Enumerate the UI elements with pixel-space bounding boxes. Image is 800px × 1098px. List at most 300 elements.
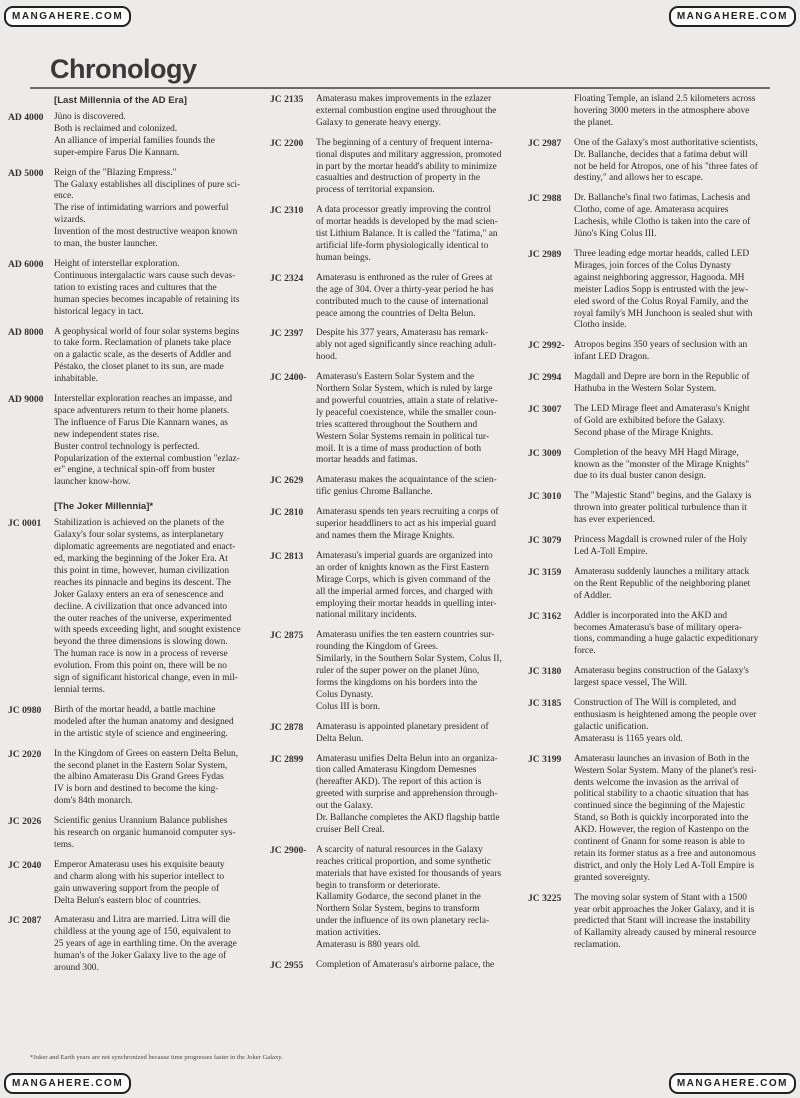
entry-line: In the Kingdom of Grees on eastern Delta Belun,	[54, 748, 239, 759]
chronology-entry	[8, 394, 270, 489]
entry-line: destiny," and allows her to escape.	[574, 173, 703, 184]
entry-line: district, and only the Holy Led A-Toll Empire is	[574, 860, 755, 871]
entry-line: tific genius Chrome Ballanche.	[316, 487, 433, 498]
entry-line: launcher know-how.	[54, 477, 131, 488]
chronology-entry	[528, 404, 794, 440]
entry-line: AKD. However, the region of Kastenpo on the	[574, 825, 749, 836]
entry-line: rounding the Kingdom of Grees.	[316, 642, 439, 653]
entry-text	[316, 372, 530, 467]
entry-line: Western Solar Systems remain in political tur-	[316, 431, 489, 442]
entry-line: meister Ladios Sopp is entrusted with the jew-	[574, 284, 749, 295]
entry-line: thrown into greater political turbulence than it	[574, 503, 747, 514]
entry-line: Amaterasu suddenly launches a military attack	[574, 566, 750, 577]
entry-line: tions, commanding a huge galactic expeditionary	[574, 634, 759, 645]
entry-line: peace among the countries of Delta Belun.	[316, 308, 476, 319]
entry-line: Popularization of the external combustion "ezlaz-	[54, 453, 240, 464]
chronology-entry	[528, 340, 794, 364]
entry-line: casualties and destruction of property in the	[316, 173, 481, 184]
entry-line: Lachesis, while Clotho is taken into the care of	[574, 217, 751, 228]
entry-line: ly peaceful coexistence, while the smaller coun-	[316, 407, 497, 418]
entry-line: the age of 304. Over a thirty-year period he has	[316, 284, 494, 295]
chronology-entry	[8, 860, 270, 908]
chronology-entry	[528, 754, 794, 885]
entry-line: political stability to a chaotic situation that has	[574, 789, 749, 800]
entry-line: reclamation.	[574, 940, 621, 951]
entry-text	[574, 567, 794, 603]
entry-line: year orbit approaches the Joker Galaxy, and it is	[574, 904, 755, 915]
entry-date: AD 5000	[8, 167, 44, 179]
entry-line: superior headdliners to act as his imperial guard	[316, 519, 496, 530]
entry-date: JC 3199	[528, 753, 562, 765]
entry-line: tist Lithium Balance. It is called the "fatima," an	[316, 229, 498, 240]
entry-line: force.	[574, 646, 596, 657]
watermark-bottom-right: MANGAHERE.COM	[669, 1073, 796, 1094]
entry-text	[54, 816, 270, 852]
entry-line: out the Galaxy.	[316, 801, 373, 812]
entry-line: Floating Temple, an island 2.5 kilometers across	[574, 94, 756, 104]
entry-line: the planet.	[574, 117, 614, 128]
chronology-entry	[528, 535, 794, 559]
entry-line: Similarly, in the Southern Solar System, Colus II,	[316, 654, 502, 665]
entry-text	[574, 666, 794, 690]
chronology-entry	[528, 611, 794, 659]
entry-line: Invention of the most destructive weapon known	[54, 227, 238, 238]
entry-text	[54, 860, 270, 908]
chronology-entry	[270, 328, 530, 364]
entry-line: mation activities.	[316, 928, 381, 939]
entry-text	[574, 94, 794, 130]
entry-line: evolution. From this point on, there will be no	[54, 661, 227, 672]
entry-line: hood.	[316, 352, 338, 363]
entry-line: dom's 84th monarch.	[54, 796, 133, 807]
entry-text	[54, 518, 270, 697]
chronology-entry	[8, 168, 270, 251]
entry-date: JC 3180	[528, 666, 562, 678]
entry-text	[574, 193, 794, 241]
entry-line: due to its dual buster canon design.	[574, 471, 707, 482]
entry-line: Northern Solar System, begins to transform	[316, 904, 480, 915]
entry-text	[316, 845, 530, 952]
section-heading: [The Joker Millennia]*	[54, 501, 154, 513]
chronology-entry	[528, 249, 794, 332]
entry-line: contributed much to the cause of international	[316, 296, 489, 307]
chronology-entry	[528, 698, 794, 746]
entry-line: and charm along with his superior intellect to	[54, 871, 225, 882]
entry-text	[574, 491, 794, 527]
entry-date: JC 0001	[8, 518, 42, 530]
entry-date: JC 2987	[528, 137, 562, 149]
chronology-entry	[270, 475, 530, 499]
chronology-entry	[8, 705, 270, 741]
entry-text	[54, 327, 270, 387]
entry-line: Jüno is discovered.	[54, 112, 126, 122]
entry-date: JC 0980	[8, 704, 42, 716]
entry-line: Construction of The Will is completed, and	[574, 698, 737, 709]
entry-line: Northern Solar System, which is ruled by large	[316, 384, 493, 395]
entry-line: dents welcome the invasion as the arrival of	[574, 777, 739, 788]
entry-line: historical legacy in tact.	[54, 306, 144, 317]
chronology-entry	[528, 567, 794, 603]
chronology-entry	[528, 138, 794, 186]
entry-line: gain unwavering support from the people of	[54, 883, 220, 894]
entry-date: JC 2988	[528, 193, 562, 205]
entry-line: Princess Magdall is crowned ruler of the Holy	[574, 535, 748, 546]
chronology-entry	[270, 960, 530, 972]
entry-line: process of territorial expansion.	[316, 185, 435, 196]
entry-line: and powerful countries, attain a state of relative-	[316, 395, 498, 406]
entry-line: Both is reclaimed and colonized.	[54, 123, 178, 134]
entry-text	[54, 705, 270, 741]
entry-line: Amaterasu begins construction of the Galaxy's	[574, 666, 749, 677]
entry-line: Second phase of the Mirage Knights.	[574, 427, 714, 438]
entry-text	[316, 630, 530, 713]
entry-date: JC 3007	[528, 403, 562, 415]
watermark-top-left: MANGAHERE.COM	[4, 6, 131, 27]
entry-line: royal family's MH Junchoon is sealed shut with	[574, 308, 753, 319]
chronology-entry	[270, 722, 530, 746]
entry-line: tries scattered throughout the Southern and	[316, 419, 478, 430]
entry-line: Amaterasu is 1165 years old.	[574, 733, 683, 744]
page-title: Chronology	[50, 54, 197, 84]
entry-line: space adventurers return to their home planets.	[54, 405, 230, 416]
entry-line: Atropos begins 350 years of seclusion with an	[574, 340, 748, 351]
section-heading: [Last Millennia of the AD Era]	[54, 95, 187, 106]
entry-line: Reign of the "Blazing Empress."	[54, 167, 177, 178]
entry-line: Amaterasu spends ten years recruiting a corps of	[316, 507, 499, 518]
entry-line: Continuous intergalactic wars cause such devas-	[54, 270, 236, 281]
entry-text	[316, 138, 530, 198]
chronology-entry	[270, 630, 530, 713]
entry-line: tems.	[54, 839, 75, 850]
entry-line: cruiser Bell Creal.	[316, 824, 385, 835]
entry-line: Completion of the heavy MH Hagd Mirage,	[574, 447, 739, 458]
entry-line: of mortar headds is developed by the mad scien-	[316, 217, 498, 228]
entry-line: ruler of the super power on the planet Jüno,	[316, 666, 480, 677]
chronology-entry	[270, 754, 530, 837]
chronology-entry	[528, 448, 794, 484]
entry-line: inhabitable.	[54, 374, 98, 385]
entry-line: national military incidents.	[316, 610, 417, 621]
entry-line: employing their mortar headds in quelling inter-	[316, 598, 497, 609]
entry-text	[574, 404, 794, 440]
entry-line: modeled after the human anatomy and designed	[54, 716, 234, 727]
entry-line: forms the kingdoms on his borders into the	[316, 677, 478, 688]
entry-line: tation to existing races and cultures that the	[54, 282, 217, 293]
entry-line: Stabilization is achieved on the planets of the	[54, 518, 225, 529]
entry-line: Amaterasu makes improvements in the ezlazer	[316, 94, 492, 104]
entry-text	[574, 893, 794, 953]
entry-line: Birth of the mortar headd, a battle machine	[54, 704, 216, 715]
entry-date: JC 2899	[270, 753, 304, 765]
entry-line: Clotho inside.	[574, 320, 627, 331]
entry-date: AD 8000	[8, 326, 44, 338]
entry-line: this point in time, however, human civilization	[54, 565, 230, 576]
entry-date: JC 2900-	[270, 844, 307, 856]
entry-line: materials that have existed for thousands of years	[316, 868, 502, 879]
entry-line: Emperor Amaterasu uses his exquisite beauty	[54, 859, 225, 870]
entry-text	[54, 749, 270, 809]
entry-line: Dr. Ballanche completes the AKD flagship battle	[316, 813, 500, 824]
entry-line: predicted that Stant will increase the instability	[574, 916, 751, 927]
entry-line: Buster control technology is perfected.	[54, 441, 200, 452]
entry-line: mortar headds and fatimas.	[316, 455, 418, 466]
entry-line: to man, the buster launcher.	[54, 239, 158, 250]
entry-line: The "Majestic Stand" begins, and the Galaxy is	[574, 491, 752, 502]
entry-line: Mirages, join forces of the Colus Dynasty	[574, 260, 732, 271]
chronology-entry	[270, 138, 530, 198]
entry-line: infant LED Dragon.	[574, 352, 650, 363]
entry-text	[316, 328, 530, 364]
entry-line: diplomatic agreements are negotiated and enact-	[54, 542, 236, 553]
chronology-entry	[270, 205, 530, 265]
entry-line: ence.	[54, 191, 74, 202]
entry-line: A data processor greatly improving the control	[316, 205, 491, 216]
entry-line: Completion of Amaterasu's airborne palace, the	[316, 960, 495, 970]
entry-line: retain its former status as a free and autonomous	[574, 848, 756, 859]
entry-line: artificial life-form physiologically identical to	[316, 240, 489, 251]
entry-line: not be held for Atropos, one of his "three fates of	[574, 161, 758, 172]
chronology-entry	[8, 112, 270, 160]
entry-line: his research on organic humanoid computer sys-	[54, 828, 236, 839]
entry-line: an order of knights known as the First Eastern	[316, 562, 489, 573]
entry-line: sign of significant historical change, even in mil-	[54, 673, 238, 684]
entry-text	[316, 205, 530, 265]
entry-line: becomes Amaterasu's base of military opera-	[574, 622, 743, 633]
chronology-entry	[270, 94, 530, 130]
entry-line: Amaterasu is appointed planetary president of	[316, 721, 489, 732]
chronology-entry	[270, 507, 530, 543]
entry-date: JC 3162	[528, 610, 562, 622]
entry-line: moil. It is a time of mass production of both	[316, 443, 482, 454]
entry-text	[574, 448, 794, 484]
entry-line: largest space vessel, The Will.	[574, 678, 688, 689]
entry-line: Addler is incorporated into the AKD and	[574, 610, 728, 621]
chronology-entry	[270, 372, 530, 467]
entry-date: JC 2040	[8, 859, 42, 871]
column-3	[528, 94, 794, 960]
entry-text	[54, 394, 270, 489]
entry-line: Amaterasu unifies Delta Belun into an organiza-	[316, 753, 498, 764]
entry-line: new independent states rise.	[54, 429, 160, 440]
entry-line: The moving solar system of Stant with a 1500	[574, 892, 747, 903]
entry-line: Amaterasu's imperial guards are organized into	[316, 550, 493, 561]
entry-text	[54, 168, 270, 251]
column-2	[270, 94, 530, 980]
entry-line: Amaterasu is 880 years old.	[316, 940, 421, 951]
entry-line: hovering 3000 meters in the atmosphere above	[574, 105, 750, 116]
entry-text	[574, 138, 794, 186]
entry-text	[316, 273, 530, 321]
entry-text	[316, 507, 530, 543]
entry-text	[316, 94, 530, 130]
entry-line: Scientific genius Urannium Balance publishes	[54, 816, 228, 827]
entry-line: reaches critical proportion, and some synthetic	[316, 856, 491, 867]
entry-text	[574, 340, 794, 364]
entry-line: Péstako, the closet planet to its sun, are made	[54, 362, 224, 373]
entry-line: Jüno's King Colus III.	[574, 229, 657, 240]
entry-date: JC 3159	[528, 566, 562, 578]
entry-line: (hereafter AKD). The report of this action is	[316, 777, 482, 788]
entry-line: lennial terms.	[54, 684, 106, 695]
entry-line: Colus Dynasty.	[316, 689, 374, 700]
entry-line: reaches its pinnacle and begins its descent. The	[54, 577, 231, 588]
entry-text	[574, 249, 794, 332]
entry-line: the second planet in the Eastern Solar System,	[54, 760, 228, 771]
entry-line: A scarcity of natural resources in the Galaxy	[316, 844, 483, 855]
entry-line: ably not aged significantly since reaching adult-	[316, 340, 497, 351]
entry-line: IV is born and destined to become the king-	[54, 784, 219, 795]
entry-line: The human race is now in a process of reverse	[54, 649, 228, 660]
entry-line: of Addler.	[574, 590, 612, 601]
entry-line: known as the "monster of the Mirage Knights"	[574, 459, 750, 470]
entry-date: AD 9000	[8, 394, 44, 406]
entry-line: Amaterasu's Eastern Solar System and the	[316, 372, 475, 383]
entry-line: human's of the Joker Galaxy live to the age of	[54, 951, 227, 962]
entry-text	[316, 722, 530, 746]
entry-line: Despite his 377 years, Amaterasu has remark-	[316, 328, 489, 339]
entry-date: JC 2200	[270, 137, 304, 149]
entry-date: JC 3009	[528, 447, 562, 459]
entry-line: of Gold are exhibited before the Galaxy.	[574, 415, 726, 426]
chronology-entry	[8, 259, 270, 319]
entry-line: continent of Gnann for some reason is able to	[574, 837, 745, 848]
chronology-entry	[8, 518, 270, 697]
entry-date: JC 2020	[8, 748, 42, 760]
entry-line: Western Solar System. Many of the planet's resi-	[574, 765, 757, 776]
entry-text	[574, 611, 794, 659]
entry-line: on a galactic scale, as the deserts of Addler and	[54, 350, 232, 361]
title-rule	[30, 87, 770, 89]
entry-line: and names them the Mirage Knights.	[316, 531, 455, 541]
entry-date: JC 2135	[270, 94, 304, 105]
entry-line: the outer reaches of the universe, experimented	[54, 613, 232, 624]
chronology-entry	[528, 893, 794, 953]
entry-text	[574, 754, 794, 885]
entry-date: JC 2813	[270, 550, 304, 562]
entry-line: around 300.	[54, 963, 99, 974]
chronology-entry	[8, 915, 270, 975]
entry-date: JC 2629	[270, 475, 304, 487]
entry-line: human species becomes incapable of retaining its	[54, 294, 240, 305]
entry-line: Amaterasu is enthroned as the ruler of Grees at	[316, 272, 493, 283]
entry-date: JC 2310	[270, 205, 304, 217]
entry-date: JC 2992-	[528, 340, 565, 352]
entry-line: childless at the young age of 150, equivalent to	[54, 927, 231, 938]
entry-line: 25 years of age in earthling time. On the average	[54, 939, 237, 950]
entry-date: JC 2810	[270, 507, 304, 519]
watermark-top-right: MANGAHERE.COM	[669, 6, 796, 27]
entry-line: with speeds exceeding light, and sought existence	[54, 625, 241, 636]
entry-line: Hathuba in the Western Solar System.	[574, 384, 717, 395]
entry-text	[574, 372, 794, 396]
entry-line: The rise of intimidating warriors and powerful	[54, 203, 229, 214]
entry-line: Colus III is born.	[316, 701, 381, 712]
entry-line: granted sovereignty.	[574, 872, 650, 883]
entry-line: Mirage Corps, which is given command of the	[316, 574, 491, 585]
entry-line: enthusiasm is heightened among the people over	[574, 709, 757, 720]
entry-date: JC 2989	[528, 248, 562, 260]
entry-line: tion called Amaterasu Kingdom Demesnes	[316, 765, 477, 776]
watermark-bottom-left: MANGAHERE.COM	[4, 1073, 131, 1094]
entry-date	[528, 94, 568, 130]
chronology-entry	[8, 816, 270, 852]
entry-date: JC 3010	[528, 491, 562, 503]
entry-date: JC 3225	[528, 892, 562, 904]
entry-line: beyond the three dimensions is slowing down.	[54, 637, 228, 648]
entry-date: JC 2400-	[270, 372, 307, 384]
entry-line: of Kallamity already caused by mineral resource	[574, 928, 757, 939]
chronology-entry	[528, 193, 794, 241]
entry-line: Amaterasu launches an invasion of Both in the	[574, 753, 750, 764]
entry-date: JC 2087	[8, 915, 42, 927]
footnote: *Joker and Earth years are not synchronized because time progresses faster in the Joker Galaxy.	[30, 1054, 283, 1061]
entry-line: The Galaxy establishes all disciplines of pure sci-	[54, 179, 241, 190]
entry-line: Led A-Toll Empire.	[574, 547, 648, 557]
entry-line: Delta Belun's eastern bloc of countries.	[54, 895, 201, 906]
entry-line: The influence of Farus Die Kannarn wanes, as	[54, 417, 228, 428]
entry-text	[574, 535, 794, 559]
entry-line: under the influence of its own planetary recla-	[316, 916, 490, 927]
entry-line: has ever experienced.	[574, 515, 655, 526]
entry-date: AD 4000	[8, 112, 44, 123]
chronology-entry	[528, 491, 794, 527]
chronology-entry	[270, 551, 530, 622]
entry-line: to take form. Reclamation of planets take place	[54, 338, 232, 349]
entry-text	[316, 960, 530, 972]
entry-line: human beings.	[316, 252, 371, 263]
entry-line: Interstellar exploration reaches an impasse, and	[54, 394, 233, 405]
entry-line: external combustion engine used throughout the	[316, 105, 497, 116]
chronology-entry	[270, 845, 530, 952]
column-1	[8, 94, 270, 983]
entry-line: Clotho, come of age. Amaterasu acquires	[574, 205, 729, 216]
entry-line: in the artistic style of science and engineering.	[54, 728, 228, 739]
entry-line: begin to transform or deteriorate.	[316, 880, 441, 891]
entry-line: Magdall and Depre are born in the Republic of	[574, 372, 750, 383]
entry-line: against neighboring aggressor, Hagooda. MH	[574, 272, 745, 283]
entry-line: Dr. Ballanche's final two fatimas, Lachesis and	[574, 193, 751, 204]
entry-line: greeted with surprise and apprehension through-	[316, 789, 498, 800]
entry-line: galactic unification.	[574, 721, 649, 732]
entry-line: Stand, so Both is quickly incorporated into the	[574, 813, 749, 824]
entry-line: eled sword of the Colus Royal Family, and the	[574, 296, 749, 307]
entry-date: JC 2324	[270, 272, 304, 284]
chronology-entry	[528, 372, 794, 396]
entry-line: Dr. Ballanche, decides that a fatima debut will	[574, 149, 748, 160]
entry-line: Amaterasu and Litra are married. Litra will die	[54, 915, 230, 926]
entry-text	[316, 754, 530, 837]
entry-line: Amaterasu makes the acquaintance of the scien-	[316, 475, 497, 486]
entry-line: in part by the mortar headd's ability to minimize	[316, 161, 497, 172]
entry-date: JC 3185	[528, 698, 562, 710]
entry-line: the albino Amaterasu Dis Grand Grees Fydas	[54, 772, 224, 783]
entry-line: Galaxy's four solar systems, as interplanetary	[54, 530, 224, 541]
entry-line: Delta Belun.	[316, 733, 364, 744]
entry-line: Height of interstellar exploration.	[54, 258, 180, 269]
entry-text	[574, 698, 794, 746]
entry-line: A geophysical world of four solar systems begins	[54, 326, 240, 337]
entry-line: all the imperial armed forces, and charged with	[316, 586, 493, 597]
entry-line: tional disputes and military aggression, promoted	[316, 149, 502, 160]
entry-line: An alliance of imperial families founds the	[54, 135, 215, 146]
entry-line: continued since the beginning of the Majestic	[574, 801, 745, 812]
entry-line: Joker Galaxy enters an era of senescence and	[54, 589, 224, 600]
entry-text	[54, 259, 270, 319]
chronology-entry	[8, 327, 270, 387]
entry-line: The LED Mirage fleet and Amaterasu's Knight	[574, 403, 750, 414]
entry-line: ed, marking the beginning of the Joker Era. At	[54, 554, 228, 564]
entry-line: on the Rent Republic of the neighboring planet	[574, 578, 751, 589]
